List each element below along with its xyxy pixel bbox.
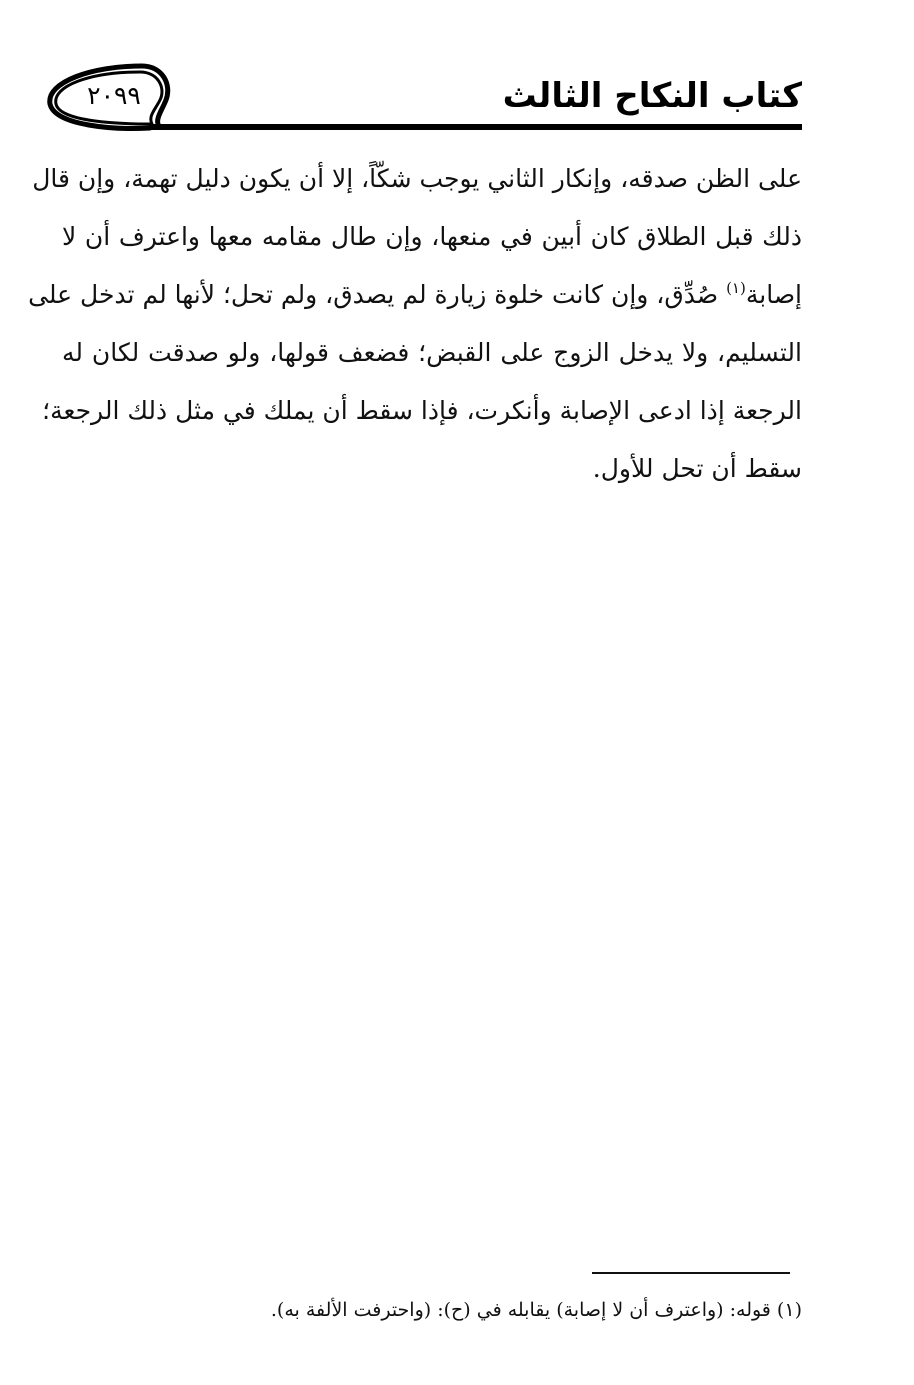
text-line: الرجعة إذا ادعى الإصابة وأنكرت، فإذا سقط أن يملك في مثل ذلك الرجعة؛ [42,396,802,425]
footnote-marker[interactable]: (١) [726,279,746,297]
header-ornament [0,0,914,140]
footnote: (١) قوله: (واعترف أن لا إصابة) يقابله في (ح): (واحترفت الألفة به). [270,1299,802,1321]
text-line: ذلك قبل الطلاق كان أبين في منعها، وإن طال مقامه معها واعترف أن لا [62,222,802,251]
text-line-rest: صُدِّق، وإن كانت خلوة زيارة لم يصدق، ولم تحل؛ لأنها لم تدخل على [28,280,719,309]
book-title: كتاب النكاح الثالث [502,76,802,116]
text-line: التسليم، ولا يدخل الزوج على القبض؛ فضعف قولها، ولو صدقت لكان له [62,338,802,367]
main-text [28,150,802,498]
footnote-divider [592,1272,790,1274]
text-line: سقط أن تحل للأول. [592,454,802,483]
page-header [0,0,914,140]
text-line-with-footnote [28,266,802,324]
page-number: ٢٠٩٩ [87,81,141,110]
text-line: على الظن صدقه، وإنكار الثاني يوجب شكّاً، إلا أن يكون دليل تهمة، وإن قال [32,164,802,193]
text-word: إصابة [745,280,802,309]
